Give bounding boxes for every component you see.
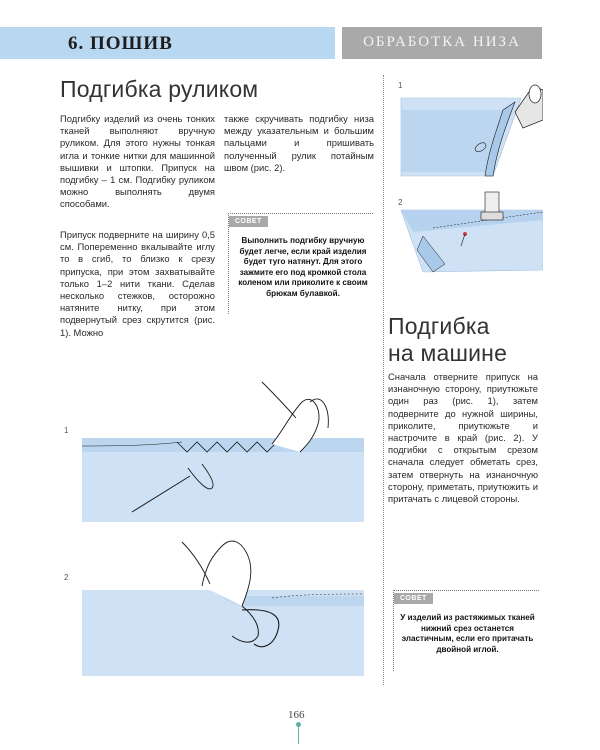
column-divider [383,75,384,685]
col2-paragraph-1: также скручивать подгибку низа между указательным и большим пальцами и пришивать полученный рулик потайным швом (рис. 2). [224,113,374,173]
tip-text-left: Выполнить подгибку вручную будет легче, если край изделия будет туго натянут. Для этого зажмите его под кромкой стола коленом или приколите к своим брюкам булавкой. [238,236,368,298]
machine-paragraph: Сначала отверните припуск на изнаночную сторону, приутюжьте один раз (рис. 1), затем подверните до нужной ширины, приколите, приутюжьте и настрочите в край (рис. 2). У подгибки с открытым срезом сначала следует обметать срез, затем отвернуть на изнаночную сторону, приметать, приутюжить и притачать с лицевой стороны. [388,371,538,505]
chapter-header [0,27,335,59]
machine-title-line-2: на машине [388,340,508,366]
tip-label-right: СОВЕТ [394,593,433,604]
chapter-title: 6. ПОШИВ [68,33,173,54]
section-header [342,27,542,59]
tip-box-left [228,213,373,314]
page-number: 166 [288,709,305,721]
machine-title-line-1: Подгибка [388,313,490,339]
right-fig1-number: 1 [398,81,403,90]
page-marker-line [298,724,299,744]
col1-paragraph-2: Припуск подверните на ширину 0,5 см. Попеременно вкалывайте иглу то в сгиб, то близко к срезу припуска, при этом захватывайте только 1–2 нити ткани. Сделав несколько стежков, осторожно натяните нитку, при этом подвернутый срез скрутится (рис. 1). Можно [60,229,215,338]
tip-box-right [393,590,539,671]
col1-paragraph-1: Подгибку изделий из очень тонких тканей выполняют вручную руликом. Для этого нужны тонкая игла и тонкие нитки для машинной вышивки и штопки. Припуск на подгибку – 1 см. Подгибку руликом можно выполнять двумя способами. [60,113,215,210]
page-marker-dot [296,722,301,727]
left-fig1-number: 1 [64,426,69,435]
section-heading-machine [388,313,507,367]
tip-text-right: У изделий из растяжимых тканей нижний срез останется эластичным, если его притачать двойной иглой. [400,613,535,654]
section-heading-hand-roll: Подгибка руликом [60,76,259,102]
illustration-rolled-hem-2 [82,526,364,676]
illustration-rolled-hem-1 [82,372,364,522]
tip-label-left: СОВЕТ [229,216,268,227]
illustration-iron-press [393,80,543,180]
illustration-machine-stitch [393,190,543,280]
left-fig2-number: 2 [64,573,69,582]
right-fig2-number: 2 [398,198,403,207]
section-title: ОБРАБОТКА НИЗА [363,34,521,50]
